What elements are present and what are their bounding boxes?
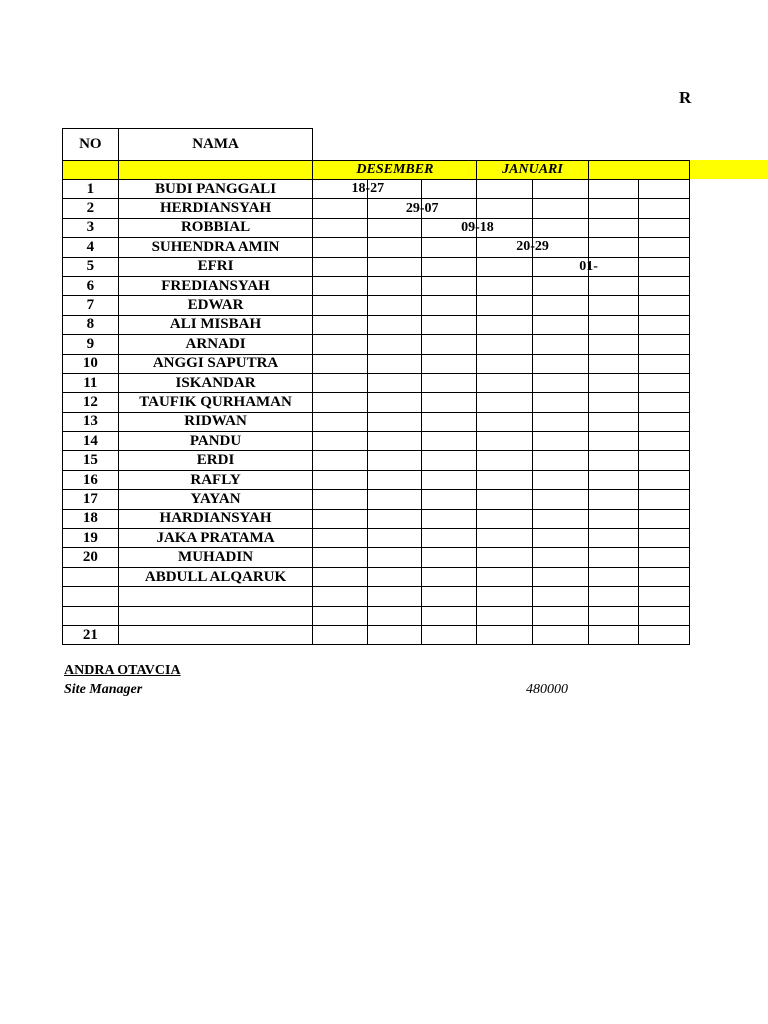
employee-name: FREDIANSYAH: [118, 276, 313, 295]
schedule-cell: [532, 315, 588, 334]
schedule-cell: [422, 509, 477, 528]
schedule-cell: [588, 451, 638, 470]
schedule-cell: [638, 509, 689, 528]
row-number: 7: [63, 296, 119, 315]
schedule-cell: [367, 218, 421, 237]
schedule-cell: [638, 529, 689, 548]
schedule-cell: [313, 393, 367, 412]
employee-name: ALI MISBAH: [118, 315, 313, 334]
schedule-cell: [532, 451, 588, 470]
schedule-cell: [477, 412, 532, 431]
table-row: [63, 567, 690, 586]
schedule-cell: [313, 567, 367, 586]
table-row: [63, 625, 690, 644]
schedule-cell: [313, 199, 367, 218]
schedule-cell: [422, 529, 477, 548]
schedule-cell: [313, 373, 367, 392]
employee-name: HARDIANSYAH: [118, 509, 313, 528]
schedule-cell: [477, 548, 532, 567]
schedule-cell: [461, 218, 532, 237]
schedule-cell: [367, 354, 421, 373]
row-number: 5: [63, 257, 119, 276]
schedule-cell: [532, 529, 588, 548]
row-number: 12: [63, 393, 119, 412]
schedule-cell: [313, 432, 367, 451]
schedule-cell: [313, 509, 367, 528]
schedule-cell: [477, 296, 532, 315]
row-number: [63, 587, 119, 606]
row-number: [63, 567, 119, 586]
sheet-title-fragment: R: [679, 88, 692, 107]
schedule-cell: [313, 490, 367, 509]
schedule-cell: [638, 490, 689, 509]
schedule-cell: [532, 335, 588, 354]
schedule-cell: [313, 354, 367, 373]
schedule-cell: [313, 238, 367, 257]
schedule-cell: [422, 393, 477, 412]
schedule-cell: [313, 335, 367, 354]
schedule-cell: [638, 257, 689, 276]
row-number: 16: [63, 470, 119, 489]
schedule-cell: [638, 335, 689, 354]
schedule-cell: [588, 180, 638, 199]
table-row: [63, 315, 690, 334]
row-number: 18: [63, 509, 119, 528]
schedule-cell: [313, 529, 367, 548]
schedule-cell: [638, 373, 689, 392]
schedule-cell: [532, 606, 588, 625]
schedule-cell: [313, 296, 367, 315]
schedule-cell: [477, 509, 532, 528]
schedule-cell: [313, 625, 367, 644]
schedule-cell: [532, 218, 588, 237]
schedule-cell: [532, 180, 588, 199]
row-number: 19: [63, 529, 119, 548]
schedule-cell: [532, 490, 588, 509]
employee-name: TAUFIK QURHAMAN: [118, 393, 313, 412]
schedule-cell: [367, 393, 421, 412]
schedule-cell: [588, 548, 638, 567]
schedule-cell: [638, 587, 689, 606]
schedule-cell: [422, 296, 477, 315]
schedule-cell: [367, 470, 421, 489]
employee-name: ABDULL ALQARUK: [118, 567, 313, 586]
schedule-cell: [588, 432, 638, 451]
schedule-cell: [638, 354, 689, 373]
schedule-cell: [367, 490, 421, 509]
schedule-cell: [588, 238, 638, 257]
schedule-cell: [477, 199, 532, 218]
schedule-cell: [422, 354, 477, 373]
schedule-cell: [638, 315, 689, 334]
schedule-range: 09-18: [461, 219, 494, 235]
employee-name: ROBBIAL: [118, 218, 313, 237]
schedule-range: 01-: [579, 258, 598, 274]
schedule-cell: [313, 257, 367, 276]
table-row: [63, 257, 690, 276]
schedule-cell: [638, 625, 689, 644]
schedule-cell: [588, 296, 638, 315]
month-next: [588, 161, 689, 180]
schedule-cell: [313, 451, 367, 470]
table-row: [63, 470, 690, 489]
row-number: 2: [63, 199, 119, 218]
month-row-name-cell: [118, 161, 313, 180]
schedule-cell: [588, 199, 638, 218]
schedule-cell: [367, 548, 421, 567]
schedule-range: 20-29: [516, 239, 549, 255]
table-row: [63, 606, 690, 625]
table-row: [63, 238, 690, 257]
employee-name: MUHADIN: [118, 548, 313, 567]
table-row: [63, 529, 690, 548]
schedule-cell: [477, 335, 532, 354]
schedule-cell: [367, 315, 421, 334]
schedule-cell: [422, 373, 477, 392]
schedule-cell: [422, 432, 477, 451]
schedule-cell: [532, 354, 588, 373]
table-row: [63, 451, 690, 470]
row-number: 10: [63, 354, 119, 373]
row-number: 20: [63, 548, 119, 567]
schedule-cell: [638, 199, 689, 218]
schedule-cell: [588, 373, 638, 392]
schedule-cell: [422, 412, 477, 431]
row-number: 6: [63, 276, 119, 295]
schedule-cell: [477, 490, 532, 509]
schedule-cell: [588, 412, 638, 431]
table-row: [63, 335, 690, 354]
amount-value: 480000: [526, 682, 568, 697]
schedule-cell: [405, 199, 477, 218]
table-row: [63, 180, 690, 199]
schedule-cell: [638, 412, 689, 431]
signer-role: Site Manager: [64, 682, 143, 697]
schedule-cell: [588, 587, 638, 606]
schedule-range: 18-27: [351, 181, 385, 197]
schedule-cell: [367, 276, 421, 295]
schedule-cell: [638, 606, 689, 625]
schedule-cell: [477, 606, 532, 625]
row-number: 13: [63, 412, 119, 431]
schedule-cell: [477, 393, 532, 412]
employee-name: ISKANDAR: [118, 373, 313, 392]
schedule-cell: [477, 180, 532, 199]
schedule-cell: [422, 587, 477, 606]
schedule-cell: [638, 451, 689, 470]
schedule-range: 29-07: [405, 200, 439, 216]
month-row-no-cell: [63, 161, 119, 180]
schedule-cell: [532, 412, 588, 431]
schedule-cell: [588, 509, 638, 528]
month-desember: DESEMBER: [313, 161, 477, 180]
roster-table: [62, 128, 690, 645]
schedule-cell: [422, 548, 477, 567]
schedule-cell: [477, 567, 532, 586]
row-number: 14: [63, 432, 119, 451]
schedule-cell: [477, 451, 532, 470]
employee-name: JAKA PRATAMA: [118, 529, 313, 548]
employee-name: [118, 625, 313, 644]
schedule-cell: [532, 276, 588, 295]
schedule-cell: [579, 257, 638, 276]
schedule-cell: [532, 296, 588, 315]
schedule-cell: [313, 218, 367, 237]
schedule-cell: [638, 238, 689, 257]
schedule-cell: [588, 354, 638, 373]
employee-name: RIDWAN: [118, 412, 313, 431]
table-row: [63, 393, 690, 412]
table-row: [63, 587, 690, 606]
schedule-cell: [477, 315, 532, 334]
header-row: [63, 129, 690, 161]
employee-name: SUHENDRA AMIN: [118, 238, 313, 257]
schedule-cell: [516, 238, 588, 257]
employee-name: ERDI: [118, 451, 313, 470]
table-row: [63, 412, 690, 431]
schedule-cell: [532, 373, 588, 392]
row-number: 4: [63, 238, 119, 257]
schedule-cell: [422, 567, 477, 586]
schedule-cell: [588, 470, 638, 489]
table-row: [63, 296, 690, 315]
employee-name: EDWAR: [118, 296, 313, 315]
row-number: 9: [63, 335, 119, 354]
schedule-cell: [313, 587, 367, 606]
month-januari: JANUARI: [477, 161, 588, 180]
schedule-cell: [367, 606, 421, 625]
schedule-cell: [532, 470, 588, 489]
row-number: 21: [63, 625, 119, 644]
table-row: [63, 218, 690, 237]
employee-name: BUDI PANGGALI: [118, 180, 313, 199]
schedule-cell: [477, 257, 532, 276]
schedule-cell: [477, 432, 532, 451]
employee-name: ARNADI: [118, 335, 313, 354]
schedule-cell: [367, 238, 421, 257]
employee-name: PANDU: [118, 432, 313, 451]
employee-name: EFRI: [118, 257, 313, 276]
schedule-cell: [313, 548, 367, 567]
schedule-cell: [477, 587, 532, 606]
schedule-cell: [351, 180, 421, 199]
schedule-cell: [638, 276, 689, 295]
schedule-cell: [367, 432, 421, 451]
schedule-cell: [588, 315, 638, 334]
schedule-cell: [638, 432, 689, 451]
schedule-cell: [532, 587, 588, 606]
schedule-cell: [477, 276, 532, 295]
schedule-cell: [638, 218, 689, 237]
table-row: [63, 373, 690, 392]
schedule-cell: [367, 296, 421, 315]
employee-name: RAFLY: [118, 470, 313, 489]
schedule-cell: [422, 470, 477, 489]
schedule-cell: [367, 451, 421, 470]
row-number: 17: [63, 490, 119, 509]
signer-name: ANDRA OTAVCIA: [64, 663, 181, 678]
schedule-cell: [477, 354, 532, 373]
employee-name: YAYAN: [118, 490, 313, 509]
schedule-cell: [313, 470, 367, 489]
schedule-cell: [367, 412, 421, 431]
schedule-cell: [588, 490, 638, 509]
schedule-cell: [638, 470, 689, 489]
table-row: [63, 509, 690, 528]
table-row: [63, 276, 690, 295]
schedule-cell: [422, 606, 477, 625]
schedule-cell: [367, 567, 421, 586]
row-number: [63, 606, 119, 625]
schedule-cell: [477, 529, 532, 548]
column-header-no: NO: [63, 129, 119, 161]
schedule-cell: [532, 509, 588, 528]
schedule-cell: [422, 180, 477, 199]
schedule-cell: [313, 276, 367, 295]
schedule-cell: [477, 373, 532, 392]
schedule-cell: [588, 218, 638, 237]
schedule-cell: [588, 529, 638, 548]
schedule-cell: [313, 315, 367, 334]
row-number: 8: [63, 315, 119, 334]
schedule-cell: [367, 529, 421, 548]
schedule-cell: [638, 393, 689, 412]
schedule-cell: [638, 180, 689, 199]
schedule-cell: [313, 412, 367, 431]
table-row: [63, 548, 690, 567]
schedule-cell: [422, 335, 477, 354]
schedule-cell: [477, 625, 532, 644]
table-row: [63, 199, 690, 218]
row-number: 3: [63, 218, 119, 237]
schedule-cell: [532, 199, 588, 218]
schedule-cell: [422, 238, 477, 257]
schedule-cell: [422, 276, 477, 295]
schedule-cell: [638, 548, 689, 567]
schedule-cell: [532, 567, 588, 586]
table-row: [63, 490, 690, 509]
schedule-cell: [477, 470, 532, 489]
schedule-cell: [313, 606, 367, 625]
row-number: 15: [63, 451, 119, 470]
schedule-cell: [588, 393, 638, 412]
employee-name: HERDIANSYAH: [118, 199, 313, 218]
schedule-cell: [588, 625, 638, 644]
row-number: 1: [63, 180, 119, 199]
schedule-cell: [367, 625, 421, 644]
row-number: 11: [63, 373, 119, 392]
schedule-cell: [422, 625, 477, 644]
table-row: [63, 432, 690, 451]
schedule-cell: [422, 490, 477, 509]
schedule-cell: [367, 587, 421, 606]
schedule-cell: [422, 257, 477, 276]
column-header-nama: NAMA: [118, 129, 313, 161]
month-row: [63, 161, 690, 180]
schedule-cell: [532, 625, 588, 644]
schedule-cell: [588, 335, 638, 354]
schedule-cell: [532, 432, 588, 451]
schedule-cell: [638, 296, 689, 315]
schedule-cell: [367, 509, 421, 528]
schedule-cell: [588, 276, 638, 295]
employee-name: [118, 587, 313, 606]
employee-name: ANGGI SAPUTRA: [118, 354, 313, 373]
header-spacer: [313, 129, 690, 161]
schedule-cell: [367, 257, 421, 276]
schedule-cell: [367, 373, 421, 392]
table-row: [63, 354, 690, 373]
schedule-cell: [532, 548, 588, 567]
schedule-cell: [422, 451, 477, 470]
schedule-cell: [638, 567, 689, 586]
schedule-cell: [367, 335, 421, 354]
schedule-cell: [588, 567, 638, 586]
schedule-cell: [588, 606, 638, 625]
schedule-cell: [422, 315, 477, 334]
employee-name: [118, 606, 313, 625]
schedule-cell: [532, 393, 588, 412]
